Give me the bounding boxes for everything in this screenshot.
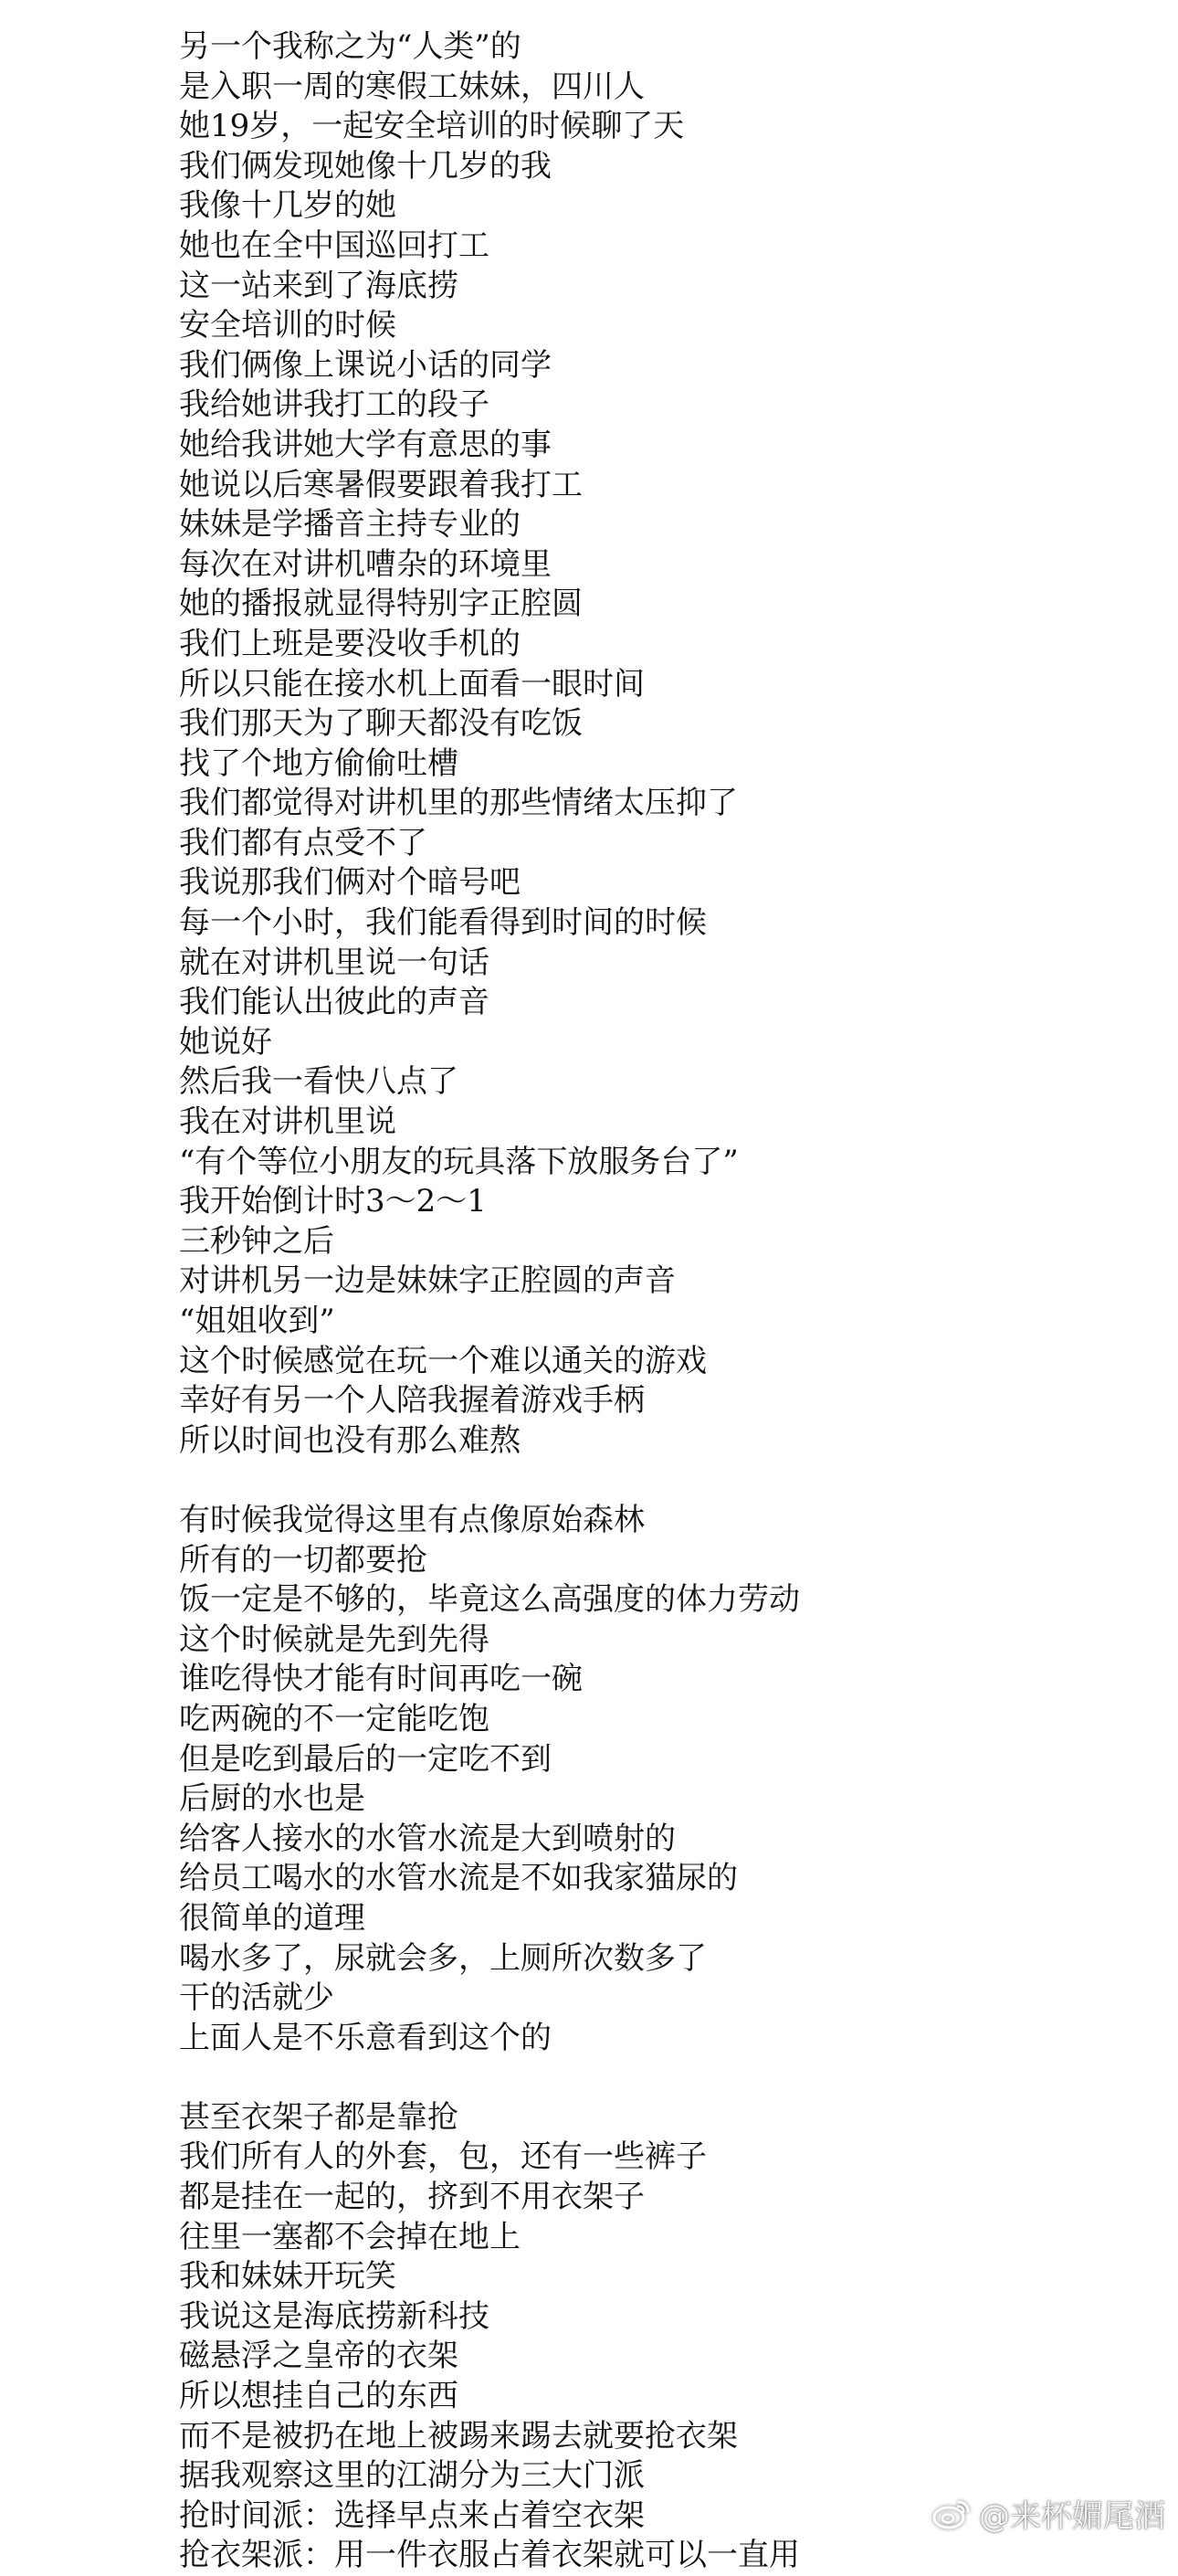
watermark <box>931 2491 1165 2536</box>
text-line: 这个时候就是先到先得 <box>179 1621 489 1658</box>
text-line: 这一站来到了海底捞 <box>179 267 458 304</box>
paragraph <box>179 27 1147 1461</box>
text-line: 给客人接水的水管水流是大到喷射的 <box>179 1820 676 1857</box>
text-line: “姐姐收到” <box>179 1303 335 1339</box>
text-line: 吃两碗的不一定能吃饱 <box>179 1700 489 1737</box>
text-line: 她的播报就显得特别字正腔圆 <box>179 586 583 623</box>
text-line: 我们俩发现她像十几岁的我 <box>179 147 552 185</box>
text-line: 她也在全中国巡回打工 <box>179 227 489 264</box>
text-line: 给员工喝水的水管水流是不如我家猫尿的 <box>179 1860 738 1897</box>
text-line: 我和妹妹开玩笑 <box>179 2258 396 2296</box>
text-line: 我开始倒计时3～2～1 <box>179 1183 487 1220</box>
text-line: 是入职一周的寒假工妹妹，四川人 <box>179 68 645 105</box>
text-line: 往里一塞都不会掉在地上 <box>179 2218 521 2255</box>
text-line: 她说以后寒暑假要跟着我打工 <box>179 466 583 503</box>
text-line: 安全培训的时候 <box>179 307 396 344</box>
text-line: 有时候我觉得这里有点像原始森林 <box>179 1501 645 1538</box>
text-line: 每一个小时，我们能看得到时间的时候 <box>179 904 707 942</box>
text-line: 我们所有人的外套，包，还有一些裤子 <box>179 2138 707 2176</box>
text-line: 抢衣架派：用一件衣服占着衣架就可以一直用 <box>179 2537 800 2574</box>
text-line: 抢时间派：选择早点来占着空衣架 <box>179 2497 645 2534</box>
text-line: 她说好 <box>179 1023 272 1061</box>
text-line: 这个时候感觉在玩一个难以通关的游戏 <box>179 1342 707 1379</box>
text-line: 喝水多了，尿就会多，上厕所次数多了 <box>179 1939 707 1977</box>
text-line: 所有的一切都要抢 <box>179 1541 427 1578</box>
text-line: 所以想挂自己的东西 <box>179 2378 458 2415</box>
text-line: 然后我一看快八点了 <box>179 1063 458 1101</box>
watermark-text: @来杯媚尾酒 <box>979 2498 1165 2535</box>
text-line: 我给她讲我打工的段子 <box>179 386 489 424</box>
text-line: 我们上班是要没收手机的 <box>179 625 521 662</box>
text-line: 我们能认出彼此的声音 <box>179 984 489 1021</box>
text-line: 我像十几岁的她 <box>179 187 396 225</box>
text-line: 三秒钟之后 <box>179 1222 334 1260</box>
text-line: 饭一定是不够的，毕竟这么高强度的体力劳动 <box>179 1581 800 1619</box>
text-line: 我说这是海底捞新科技 <box>179 2297 489 2335</box>
text-line: 干的活就少 <box>179 1980 334 2017</box>
weibo-icon <box>931 2497 972 2531</box>
text-line: 都是挂在一起的，挤到不用衣架子 <box>179 2179 645 2216</box>
text-line: 找了个地方偷偷吐槽 <box>179 744 458 782</box>
text-line: 每次在对讲机嘈杂的环境里 <box>179 545 552 583</box>
text-line: “有个等位小朋友的玩具落下放服务台了” <box>179 1143 739 1180</box>
text-line: 我说那我们俩对个暗号吧 <box>179 864 521 902</box>
text-line: 据我观察这里的江湖分为三大门派 <box>179 2457 645 2495</box>
text-line: 她给我讲她大学有意思的事 <box>179 426 552 463</box>
text-line: 她19岁，一起安全培训的时候聊了天 <box>179 108 685 145</box>
text-line: 我们那天为了聊天都没有吃饭 <box>179 705 583 743</box>
text-line: 就在对讲机里说一句话 <box>179 944 489 981</box>
text-line: 幸好有另一个人陪我握着游戏手柄 <box>179 1382 645 1420</box>
text-line: 很简单的道理 <box>179 1899 365 1937</box>
text-line: 谁吃得快才能有时间再吃一碗 <box>179 1661 583 1698</box>
text-line: 后厨的水也是 <box>179 1780 365 1818</box>
text-line: 妹妹是学播音主持专业的 <box>179 506 521 544</box>
paragraph-gap <box>179 2058 1147 2098</box>
text-line: 磁悬浮之皇帝的衣架 <box>179 2338 458 2375</box>
text-line: 我们俩像上课说小话的同学 <box>179 346 552 384</box>
text-line: 但是吃到最后的一定吃不到 <box>179 1740 552 1778</box>
text-line: 所以时间也没有那么难熬 <box>179 1421 521 1459</box>
paragraph-gap <box>179 1461 1147 1501</box>
text-line: 对讲机另一边是妹妹字正腔圆的声音 <box>179 1262 676 1300</box>
text-line: 我们都觉得对讲机里的那些情绪太压抑了 <box>179 785 738 822</box>
text-line: 所以只能在接水机上面看一眼时间 <box>179 665 645 702</box>
text-line: 我在对讲机里说 <box>179 1103 396 1141</box>
text-line: 而不是被扔在地上被踢来踢去就要抢衣架 <box>179 2417 738 2455</box>
text-line: 上面人是不乐意看到这个的 <box>179 2019 552 2056</box>
paragraph <box>179 1501 1147 2058</box>
text-line: 我们都有点受不了 <box>179 824 427 861</box>
text-line: 甚至衣架子都是靠抢 <box>179 2098 458 2136</box>
text-line: 另一个我称之为“人类”的 <box>179 28 521 65</box>
document-body <box>179 27 1147 2576</box>
